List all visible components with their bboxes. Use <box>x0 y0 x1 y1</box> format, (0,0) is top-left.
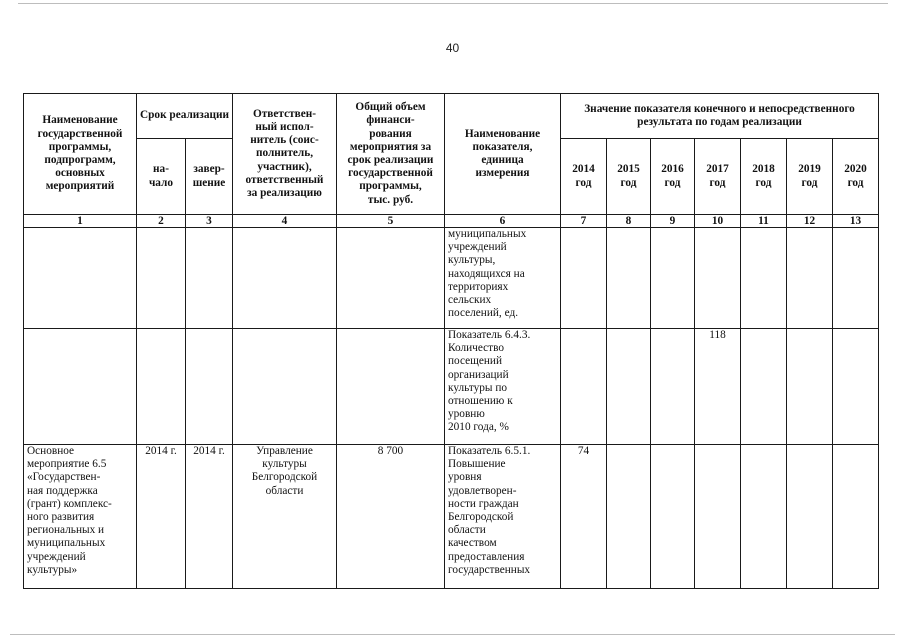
cell-end <box>186 228 233 329</box>
header-year-2014: 2014 год <box>561 139 607 215</box>
cell-value-2016 <box>651 228 695 329</box>
cell-value-2018 <box>741 445 787 589</box>
cell-funding: 8 700 <box>337 445 445 589</box>
table-row <box>24 228 879 329</box>
table-row <box>24 329 879 445</box>
cell-start <box>137 228 186 329</box>
column-number: 11 <box>741 215 787 228</box>
cell-responsible <box>233 228 337 329</box>
cell-responsible: Управление культуры Белгородской области <box>233 445 337 589</box>
cell-value-2014 <box>561 329 607 445</box>
column-number: 8 <box>607 215 651 228</box>
header-year-2018: 2018 год <box>741 139 787 215</box>
cell-value-2020 <box>833 329 879 445</box>
header-year-2019: 2019 год <box>787 139 833 215</box>
column-number: 13 <box>833 215 879 228</box>
header-year-2020: 2020 год <box>833 139 879 215</box>
scan-border-top <box>18 3 888 4</box>
cell-value-2019 <box>787 228 833 329</box>
table-row <box>24 445 879 589</box>
column-number: 1 <box>24 215 137 228</box>
column-number: 4 <box>233 215 337 228</box>
cell-value-2020 <box>833 445 879 589</box>
cell-value-2016 <box>651 329 695 445</box>
header-row-1 <box>24 94 879 139</box>
header-indicator: Наименование показателя, единица измерения <box>445 94 561 215</box>
header-funding: Общий объем финанси- рования мероприятия за срок реализации государственной программы, тыс. руб. <box>337 94 445 215</box>
cell-value-2016 <box>651 445 695 589</box>
cell-value-2018 <box>741 228 787 329</box>
cell-value-2015 <box>607 228 651 329</box>
header-period-start: на- чало <box>137 139 186 215</box>
column-number: 12 <box>787 215 833 228</box>
header-year-2016: 2016 год <box>651 139 695 215</box>
cell-value-2019 <box>787 329 833 445</box>
cell-responsible <box>233 329 337 445</box>
header-program-name: Наименование государственной программы, подпрограмм, основных мероприятий <box>24 94 137 215</box>
column-number: 9 <box>651 215 695 228</box>
cell-funding <box>337 329 445 445</box>
header-year-2017: 2017 год <box>695 139 741 215</box>
column-number: 2 <box>137 215 186 228</box>
header-year-2015: 2015 год <box>607 139 651 215</box>
cell-program <box>24 228 137 329</box>
cell-end: 2014 г. <box>186 445 233 589</box>
cell-value-2017 <box>695 445 741 589</box>
cell-value-2020 <box>833 228 879 329</box>
column-number-row <box>24 215 879 228</box>
cell-value-2015 <box>607 329 651 445</box>
cell-value-2015 <box>607 445 651 589</box>
cell-start <box>137 329 186 445</box>
scan-border-bottom <box>10 634 895 635</box>
cell-funding <box>337 228 445 329</box>
cell-value-2019 <box>787 445 833 589</box>
header-period: Срок реализации <box>137 94 233 139</box>
column-number: 10 <box>695 215 741 228</box>
column-number: 5 <box>337 215 445 228</box>
cell-program: Основное мероприятие 6.5 «Государствен- ная поддержка (грант) комплекс- ного развития региональных и муниципальных учреждений культуры» <box>24 445 137 589</box>
header-responsible: Ответствен- ный испол- нитель (соис- полнитель, участник), ответственный за реализацию <box>233 94 337 215</box>
cell-indicator: Показатель 6.4.3. Количество посещений организаций культуры по отношению к уровню 2010 года, % <box>445 329 561 445</box>
column-number: 3 <box>186 215 233 228</box>
cell-value-2017 <box>695 228 741 329</box>
column-number: 6 <box>445 215 561 228</box>
column-number: 7 <box>561 215 607 228</box>
cell-value-2014 <box>561 228 607 329</box>
cell-end <box>186 329 233 445</box>
cell-indicator: Показатель 6.5.1. Повышение уровня удовлетворен- ности граждан Белгородской области качеством предоставления государственных <box>445 445 561 589</box>
header-values-group: Значение показателя конечного и непосредственного результата по годам реализации <box>561 94 879 139</box>
cell-value-2018 <box>741 329 787 445</box>
cell-start: 2014 г. <box>137 445 186 589</box>
cell-value-2017: 118 <box>695 329 741 445</box>
cell-value-2014: 74 <box>561 445 607 589</box>
cell-program <box>24 329 137 445</box>
page-number: 40 <box>445 41 460 55</box>
header-period-end: завер- шение <box>186 139 233 215</box>
program-indicators-table <box>23 93 879 589</box>
cell-indicator: муниципальных учреждений культуры, находящихся на территориях сельских поселений, ед. <box>445 228 561 329</box>
